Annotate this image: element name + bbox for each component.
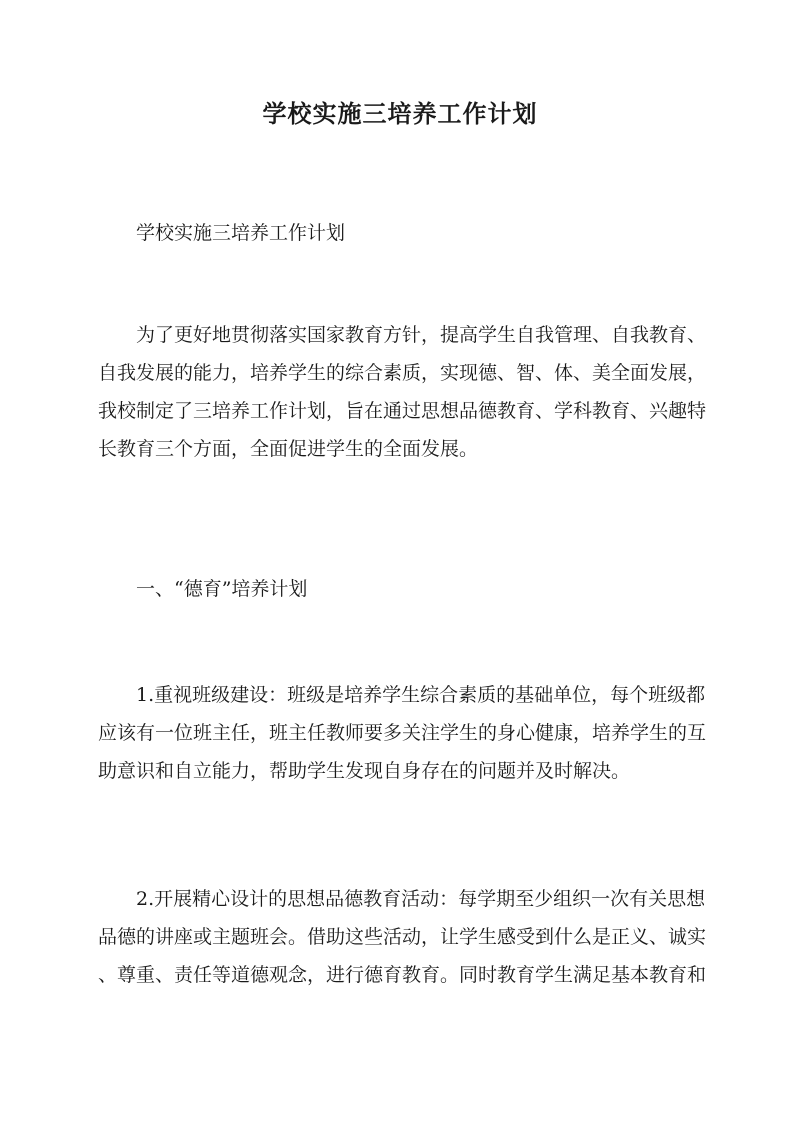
item2-line-3: 、尊重、责任等道德观念，进行德育教育。同时教育学生满足基本教育和 (98, 964, 707, 986)
section1-heading: 一、“德育”培养计划 (136, 578, 308, 600)
intro-paragraph (98, 316, 707, 468)
item1-line-1: 1.重视班级建设：班级是培养学生综合素质的基础单位，每个班级都 (136, 684, 706, 706)
subtitle-paragraph (98, 214, 704, 252)
intro-line-4: 长教育三个方面，全面促进学生的全面发展。 (98, 438, 479, 460)
item1-line-2: 应该有一位班主任，班主任教师要多关注学生的身心健康，培养学生的互 (98, 722, 707, 744)
item1-paragraph (98, 676, 707, 790)
document-title: 学校实施三培养工作计划 (262, 99, 538, 128)
intro-line-1: 为了更好地贯彻落实国家教育方针，提高学生自我管理、自我教育、 (136, 324, 707, 346)
intro-line-2: 自我发展的能力，培养学生的综合素质，实现德、智、体、美全面发展， (98, 362, 707, 384)
section1-heading-paragraph (98, 570, 704, 608)
item2-line-2: 品德的讲座或主题班会。借助这些活动，让学生感受到什么是正义、诚实 (98, 926, 707, 948)
subtitle-line: 学校实施三培养工作计划 (136, 222, 346, 244)
item2-line-1: 2.开展精心设计的思想品德教育活动：每学期至少组织一次有关思想 (136, 888, 706, 910)
intro-line-3: 我校制定了三培养工作计划，旨在通过思想品德教育、学科教育、兴趣特 (98, 400, 707, 422)
item1-line-3: 助意识和自立能力，帮助学生发现自身存在的问题并及时解决。 (98, 760, 631, 782)
item2-paragraph (98, 880, 707, 994)
